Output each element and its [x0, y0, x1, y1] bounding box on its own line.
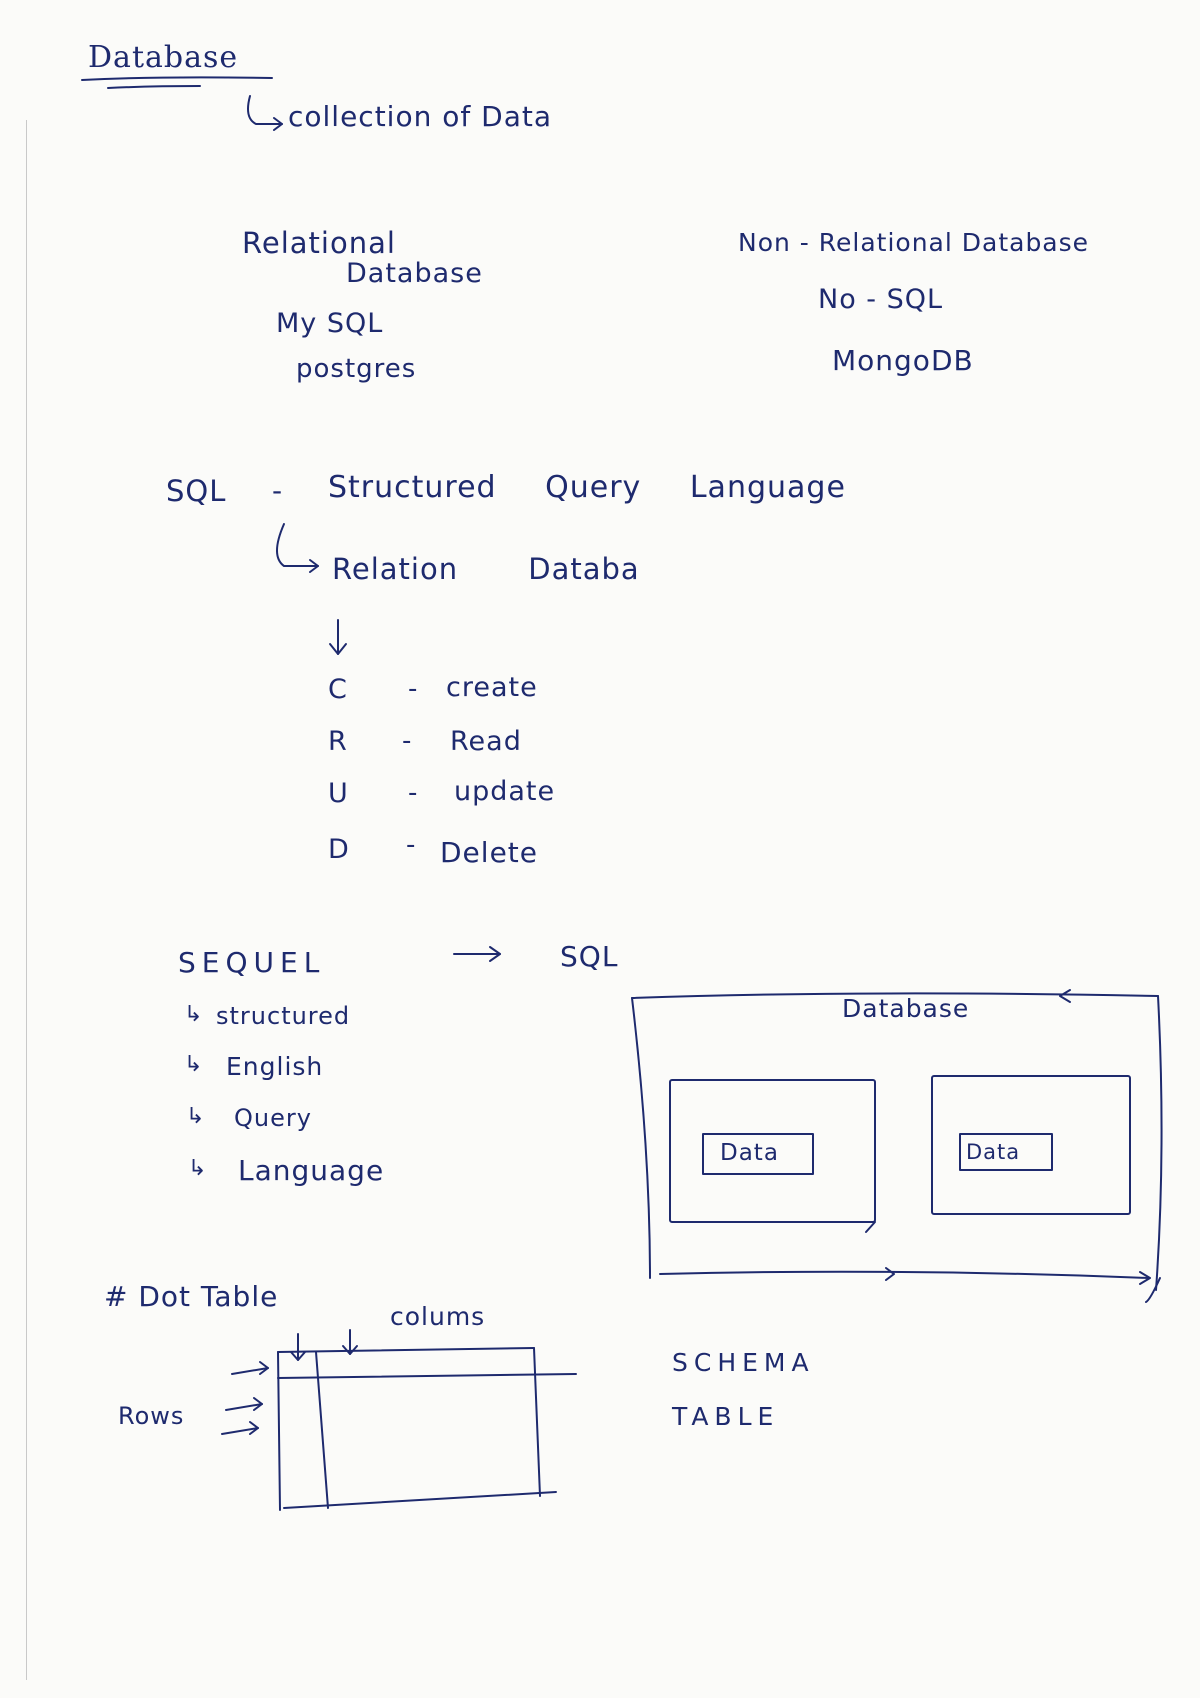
relational-title-line2: Database [346, 258, 483, 289]
relational-title-line1: Relational [242, 226, 396, 260]
sequel-part: structured [216, 1002, 351, 1030]
crud-dash: - [406, 830, 417, 860]
non-relational-example: MongoDB [832, 344, 974, 377]
sequel-part: Language [238, 1154, 385, 1187]
sequel-becomes: SQL [560, 940, 619, 973]
relational-example-mysql: My SQL [276, 308, 384, 339]
crud-dash: - [408, 674, 419, 704]
sequel-part-mark: ↳ [188, 1156, 208, 1181]
crud-letter: C [328, 674, 348, 705]
crud-word: Read [450, 726, 522, 757]
sequel-part-mark: ↳ [186, 1104, 206, 1129]
crud-word: create [446, 672, 538, 703]
sql-abbr: SQL [166, 474, 227, 508]
relational-example-postgres: postgres [296, 354, 417, 384]
schema-label: SCHEMA [672, 1348, 815, 1377]
crud-letter: R [328, 726, 348, 757]
sql-note: Relation Databa [332, 552, 640, 586]
definition-text: collection of Data [288, 100, 552, 133]
sequel-part-mark: ↳ [184, 1052, 204, 1077]
non-relational-title: Non - Relational Database [738, 228, 1090, 257]
column-label: colums [390, 1302, 486, 1331]
sequel-part-mark: ↳ [184, 1002, 204, 1027]
page-title: Database [88, 40, 239, 75]
crud-letter: U [328, 778, 349, 809]
sequel-title: SEQUEL [178, 946, 326, 979]
crud-word: update [454, 776, 556, 807]
rows-label: Rows [118, 1402, 185, 1430]
sql-dash: - [272, 474, 284, 507]
crud-letter: D [328, 834, 350, 865]
table-label: TABLE [672, 1402, 780, 1431]
database-diagram-title: Database [842, 994, 970, 1023]
non-relational-subtitle: No - SQL [818, 284, 944, 315]
sequel-part: English [226, 1052, 324, 1081]
crud-dash: - [408, 778, 419, 808]
sql-expansion: Structured Query Language [328, 470, 846, 505]
crud-dash: - [402, 726, 413, 756]
sequel-part: Query [234, 1104, 312, 1132]
crud-word: Delete [440, 836, 538, 869]
data-box-left: Data [720, 1140, 779, 1166]
data-box-right: Data [966, 1140, 1021, 1164]
table-heading: # Dot Table [104, 1280, 279, 1313]
